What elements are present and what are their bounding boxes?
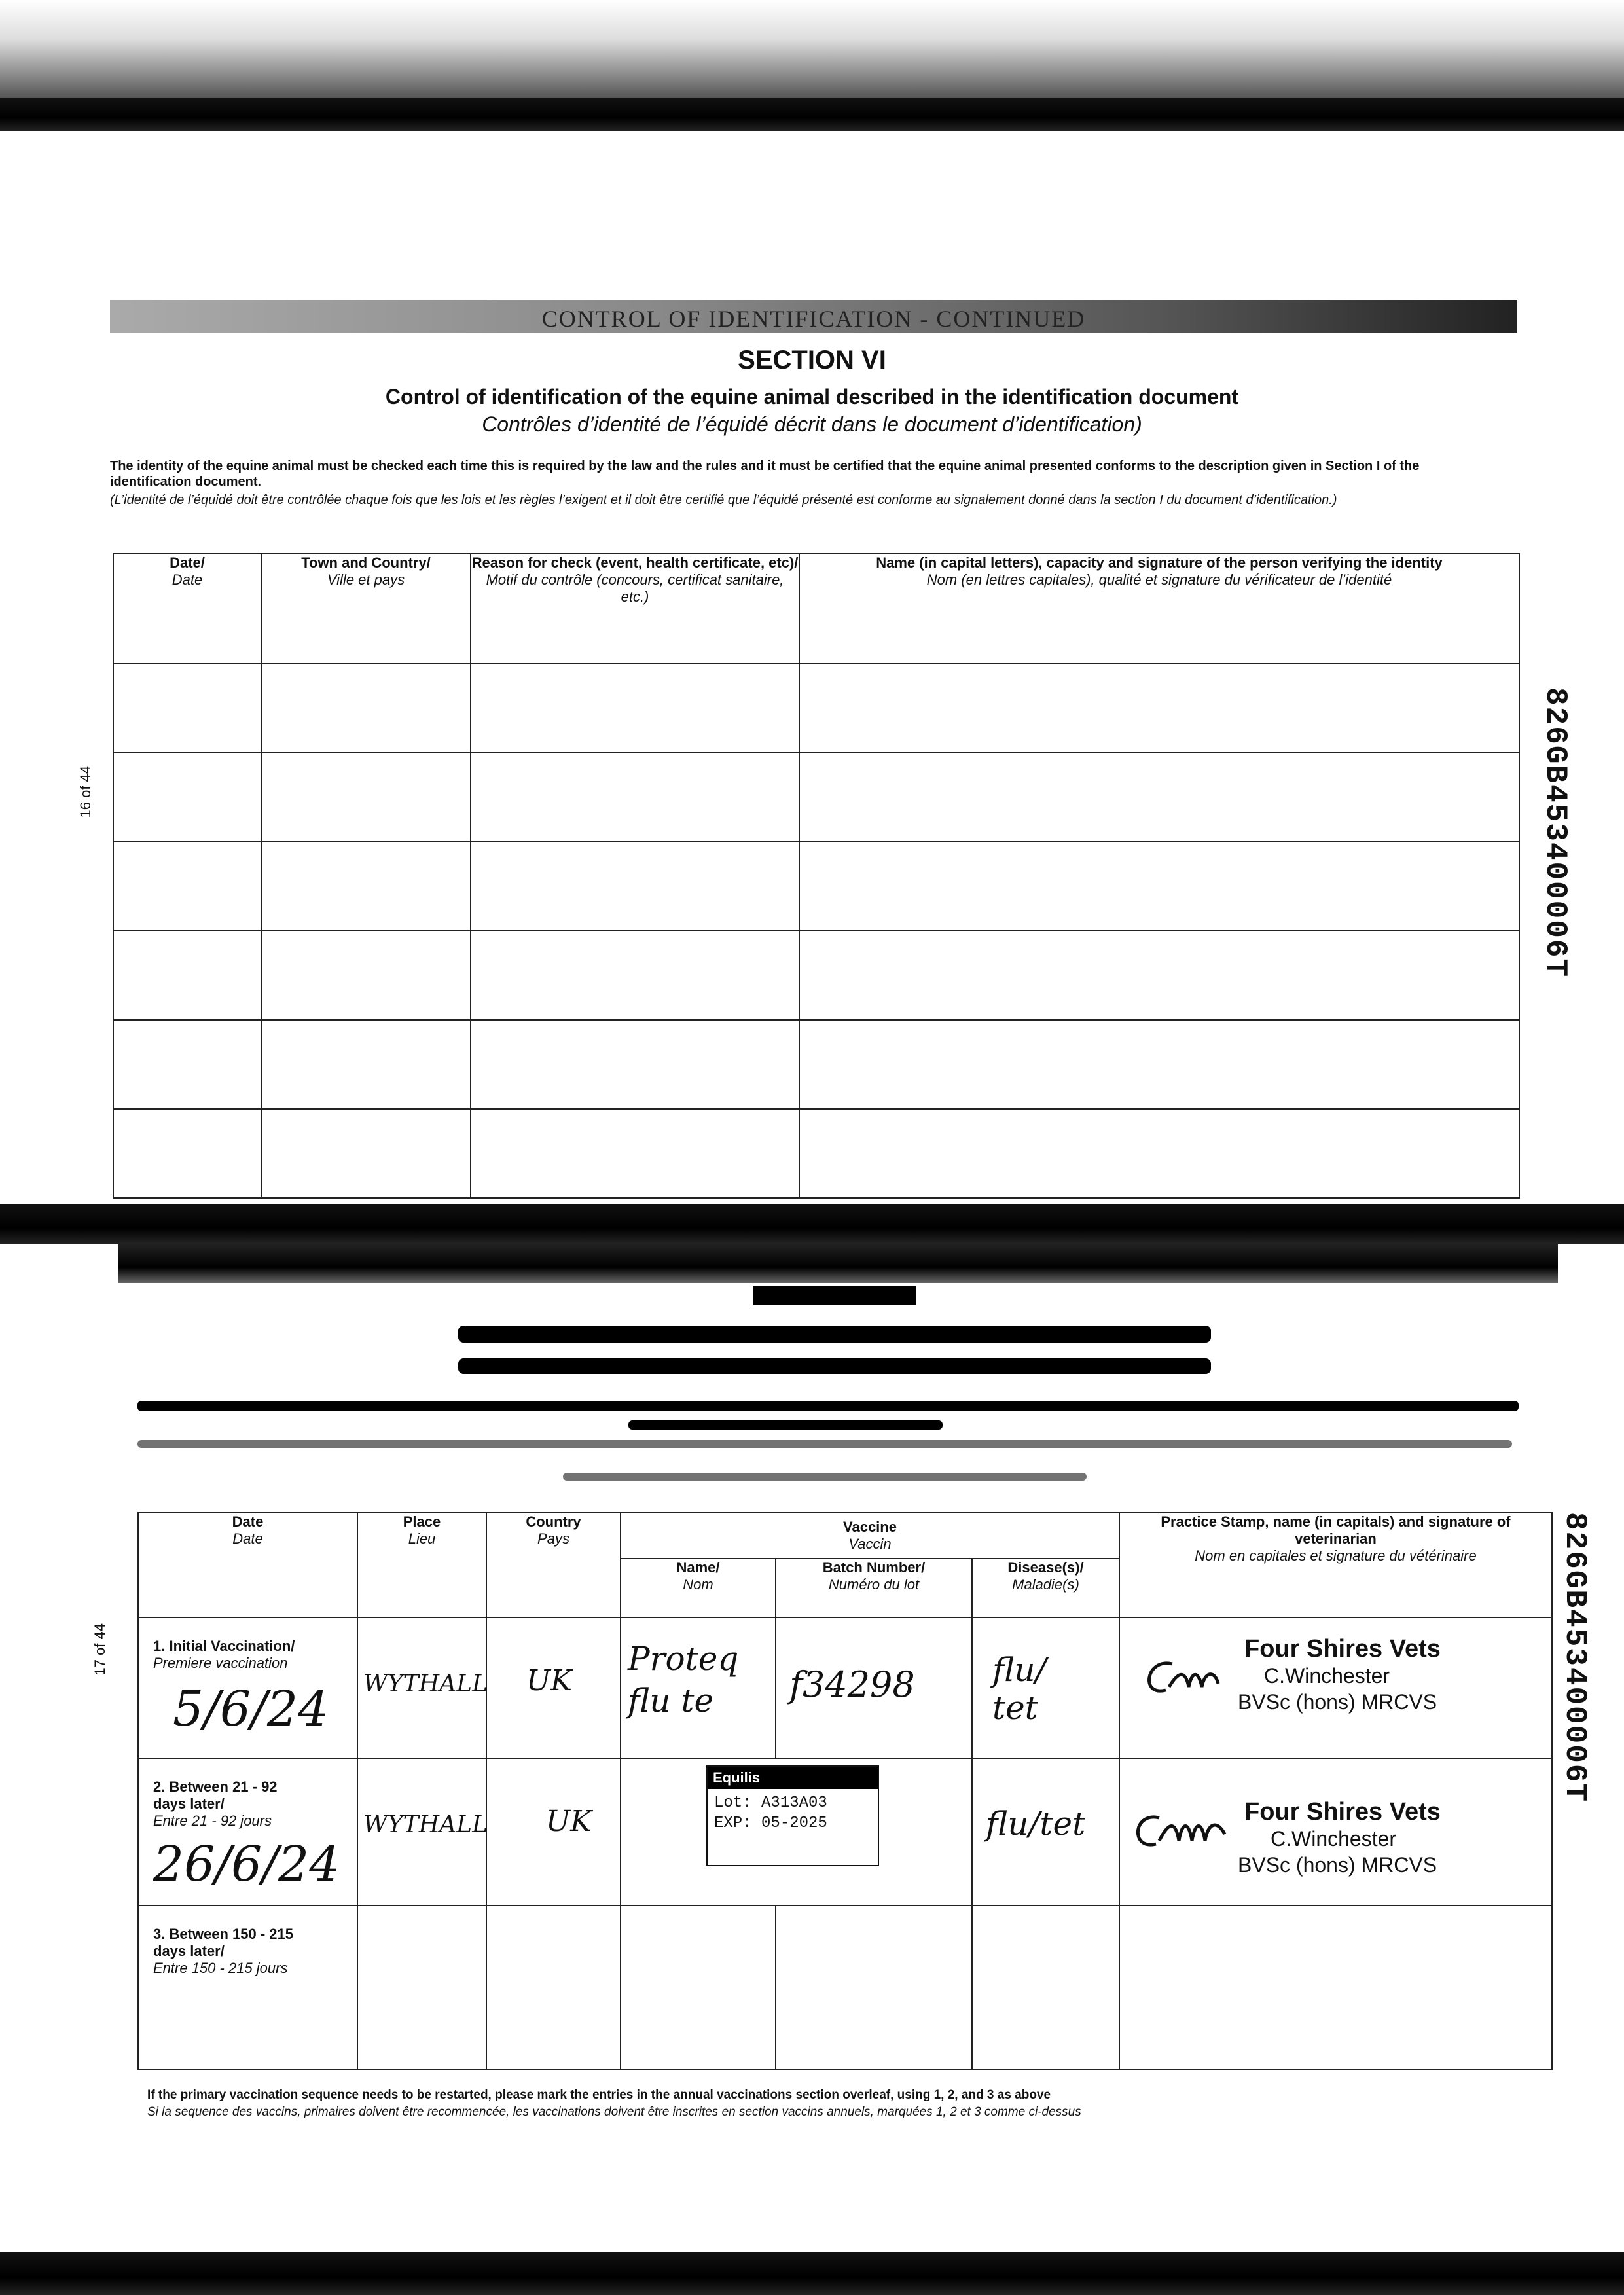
row2-country: UK xyxy=(546,1805,592,1838)
cell[interactable] xyxy=(113,664,261,753)
row1-label-fr: Premiere vaccination xyxy=(153,1655,288,1671)
section-heading: SECTION VI xyxy=(738,346,886,374)
col-verifier: Name (in capital letters), capacity and signature of the person verifying the identity Nom (en lettres capitales), qualité et signature du vérificateur de l’identité xyxy=(799,554,1519,664)
illegible-heading-3 xyxy=(458,1358,1211,1374)
row1-label-en: 1. Initial Vaccination/ xyxy=(153,1638,295,1654)
cell[interactable] xyxy=(113,842,261,931)
row2-stamp-title: Four Shires Vets xyxy=(1244,1798,1441,1826)
illegible-intro-1 xyxy=(137,1401,1519,1411)
row3-place-cell[interactable] xyxy=(357,1906,486,2069)
section-title-fr: Contrôles d’identité de l’équidé décrit dans le document d’identification) xyxy=(482,412,1142,436)
vaccination-table xyxy=(137,1512,1553,2070)
row2-signature xyxy=(1127,1805,1257,1857)
cell[interactable] xyxy=(799,931,1519,1020)
row1-stamp-qualification: BVSc (hons) MRCVS xyxy=(1238,1690,1437,1714)
row2-date: 26/6/24 xyxy=(153,1836,340,1892)
row3-disease-cell[interactable] xyxy=(972,1906,1119,2069)
vaccination-row-1 xyxy=(138,1617,1552,1758)
cell[interactable] xyxy=(471,931,799,1020)
row1-signature xyxy=(1133,1651,1244,1710)
row2-label-en: 2. Between 21 - 92 days later/ xyxy=(153,1779,278,1812)
row2-disease: flu/tet xyxy=(986,1805,1086,1843)
vac-col-stamp: Practice Stamp, name (in capitals) and signature of veterinarian Nom en capitales et signature du vétérinaire xyxy=(1119,1513,1552,1617)
vac-col-disease: Disease(s)/ Maladie(s) xyxy=(972,1559,1119,1617)
row1-vaccine-name-cell[interactable] xyxy=(621,1617,776,1758)
scan-top-edge xyxy=(0,98,1624,131)
cell[interactable] xyxy=(261,664,471,753)
page-number-bottom: 17 of 44 xyxy=(92,1623,108,1676)
cell[interactable] xyxy=(471,1109,799,1198)
illegible-heading-2 xyxy=(458,1326,1211,1343)
cell[interactable] xyxy=(799,842,1519,931)
sticker-exp-label: EXP: xyxy=(714,1815,752,1832)
col-town-country: Town and Country/ Ville et pays xyxy=(261,554,471,664)
banner-title: CONTROL OF IDENTIFICATION - CONTINUED xyxy=(541,306,1086,332)
vac-col-date: Date Date xyxy=(138,1513,357,1617)
row1-stamp-title: Four Shires Vets xyxy=(1244,1635,1441,1663)
row2-label-fr: Entre 21 - 92 jours xyxy=(153,1813,272,1829)
cell[interactable] xyxy=(261,842,471,931)
table-row xyxy=(113,1020,1519,1109)
row1-country-cell[interactable] xyxy=(486,1617,621,1758)
vac-col-name: Name/ Nom xyxy=(621,1559,776,1617)
row3-label-en: 3. Between 150 - 215 days later/ xyxy=(153,1926,294,1959)
section-title-en: Control of identification of the equine animal described in the identification document xyxy=(385,385,1239,408)
table-row xyxy=(113,931,1519,1020)
row2-vaccine-label-cell[interactable] xyxy=(621,1758,972,1906)
row1-disease-cell[interactable] xyxy=(972,1617,1119,1758)
row3-stamp-cell[interactable] xyxy=(1119,1906,1552,2069)
intro-text-en: The identity of the equine animal must be checked each time this is required by the law and the rules and it must be certified that the equine animal presented conforms to the description given in Section I of the identification document. xyxy=(110,459,1420,489)
row2-place-cell[interactable] xyxy=(357,1758,486,1906)
cell[interactable] xyxy=(113,1109,261,1198)
cell[interactable] xyxy=(799,664,1519,753)
row1-date-cell[interactable] xyxy=(138,1617,357,1758)
cell[interactable] xyxy=(471,842,799,931)
scan-fold-shadow xyxy=(118,1244,1558,1283)
illegible-intro-3 xyxy=(137,1440,1512,1448)
table-row xyxy=(113,1109,1519,1198)
row1-country: UK xyxy=(526,1664,572,1697)
row1-stamp-vet: C.Winchester xyxy=(1264,1664,1390,1688)
row1-batch: f34298 xyxy=(789,1664,915,1705)
scan-top-shadow xyxy=(0,0,1624,98)
vac-col-place: Place Lieu xyxy=(357,1513,486,1617)
row1-place: WYTHALL xyxy=(363,1671,488,1697)
footnote-fr: Si la sequence des vaccins, primaires doivent être recommencée, les vaccinations doivent être inscrites en section vaccins annuels, marquées 1, 2 et 3 comme ci-dessus xyxy=(147,2105,1081,2119)
cell[interactable] xyxy=(799,1109,1519,1198)
cell[interactable] xyxy=(471,664,799,753)
cell[interactable] xyxy=(113,931,261,1020)
cell[interactable] xyxy=(471,1020,799,1109)
row3-label-fr: Entre 150 - 215 jours xyxy=(153,1960,288,1976)
table-row xyxy=(113,664,1519,753)
row2-stamp-qualification: BVSc (hons) MRCVS xyxy=(1238,1853,1437,1877)
row2-country-cell[interactable] xyxy=(486,1758,621,1906)
illegible-intro-4 xyxy=(563,1473,1087,1481)
row1-stamp-cell[interactable] xyxy=(1119,1617,1552,1758)
scan-bottom-edge xyxy=(0,2252,1624,2295)
scan-middle-fold xyxy=(0,1204,1624,1244)
table-row xyxy=(113,842,1519,931)
row3-batch-cell[interactable] xyxy=(776,1906,972,2069)
illegible-intro-2 xyxy=(628,1420,943,1430)
row2-disease-cell[interactable] xyxy=(972,1758,1119,1906)
cell[interactable] xyxy=(799,753,1519,842)
sticker-exp: 05-2025 xyxy=(761,1815,827,1832)
footnote-en: If the primary vaccination sequence needs to be restarted, please mark the entries in the annual vaccinations section overleaf, using 1, 2, and 3 as above xyxy=(147,2088,1051,2102)
cell[interactable] xyxy=(261,1020,471,1109)
section-banner xyxy=(110,300,1517,333)
cell[interactable] xyxy=(261,753,471,842)
sticker-lot-label: Lot: xyxy=(714,1794,752,1812)
identity-check-table xyxy=(113,553,1520,1199)
sticker-brand: Equilis xyxy=(708,1767,878,1789)
cell[interactable] xyxy=(113,753,261,842)
row2-place: WYTHALL xyxy=(363,1811,488,1838)
row1-date: 5/6/24 xyxy=(173,1681,329,1737)
page-number-top: 16 of 44 xyxy=(77,766,94,818)
vac-col-vaccine: Vaccine Vaccin xyxy=(621,1513,1119,1559)
side-code-top: 826GB453400006T xyxy=(1538,687,1572,979)
vaccination-row-2 xyxy=(138,1758,1552,1906)
cell[interactable] xyxy=(471,753,799,842)
col-date: Date/ Date xyxy=(113,554,261,664)
row3-date-cell[interactable] xyxy=(138,1906,357,2069)
side-code-bottom: 826GB453400006T xyxy=(1558,1512,1592,1803)
vac-col-country: Country Pays xyxy=(486,1513,621,1617)
row3-country-cell[interactable] xyxy=(486,1906,621,2069)
vac-col-batch: Batch Number/ Numéro du lot xyxy=(776,1559,972,1617)
vaccination-row-3 xyxy=(138,1906,1552,2069)
cell[interactable] xyxy=(261,1109,471,1198)
cell[interactable] xyxy=(113,1020,261,1109)
table-row xyxy=(113,753,1519,842)
row1-disease: flu/ tet xyxy=(992,1651,1047,1727)
col-reason: Reason for check (event, health certificate, etc)/ Motif du contrôle (concours, certificat sanitaire, etc.) xyxy=(471,554,799,664)
row2-date-cell[interactable] xyxy=(138,1758,357,1906)
intro-text-fr: (L’identité de l’équidé doit être contrôlée chaque fois que les lois et les règles l’exigent et il doit être certifié que l’équidé présenté est conforme au signalement donné dans la section I du document d’identification.) xyxy=(110,493,1337,507)
row2-stamp-cell[interactable] xyxy=(1119,1758,1552,1906)
vaccine-sticker xyxy=(706,1765,879,1866)
row2-stamp-vet: C.Winchester xyxy=(1271,1827,1397,1851)
illegible-heading-1 xyxy=(753,1286,916,1305)
cell[interactable] xyxy=(261,931,471,1020)
row1-place-cell[interactable] xyxy=(357,1617,486,1758)
sticker-lot: A313A03 xyxy=(761,1794,827,1812)
row1-vaccine-name: Proteq flu te xyxy=(628,1640,739,1720)
row3-name-cell[interactable] xyxy=(621,1906,776,2069)
row1-batch-cell[interactable] xyxy=(776,1617,972,1758)
cell[interactable] xyxy=(799,1020,1519,1109)
